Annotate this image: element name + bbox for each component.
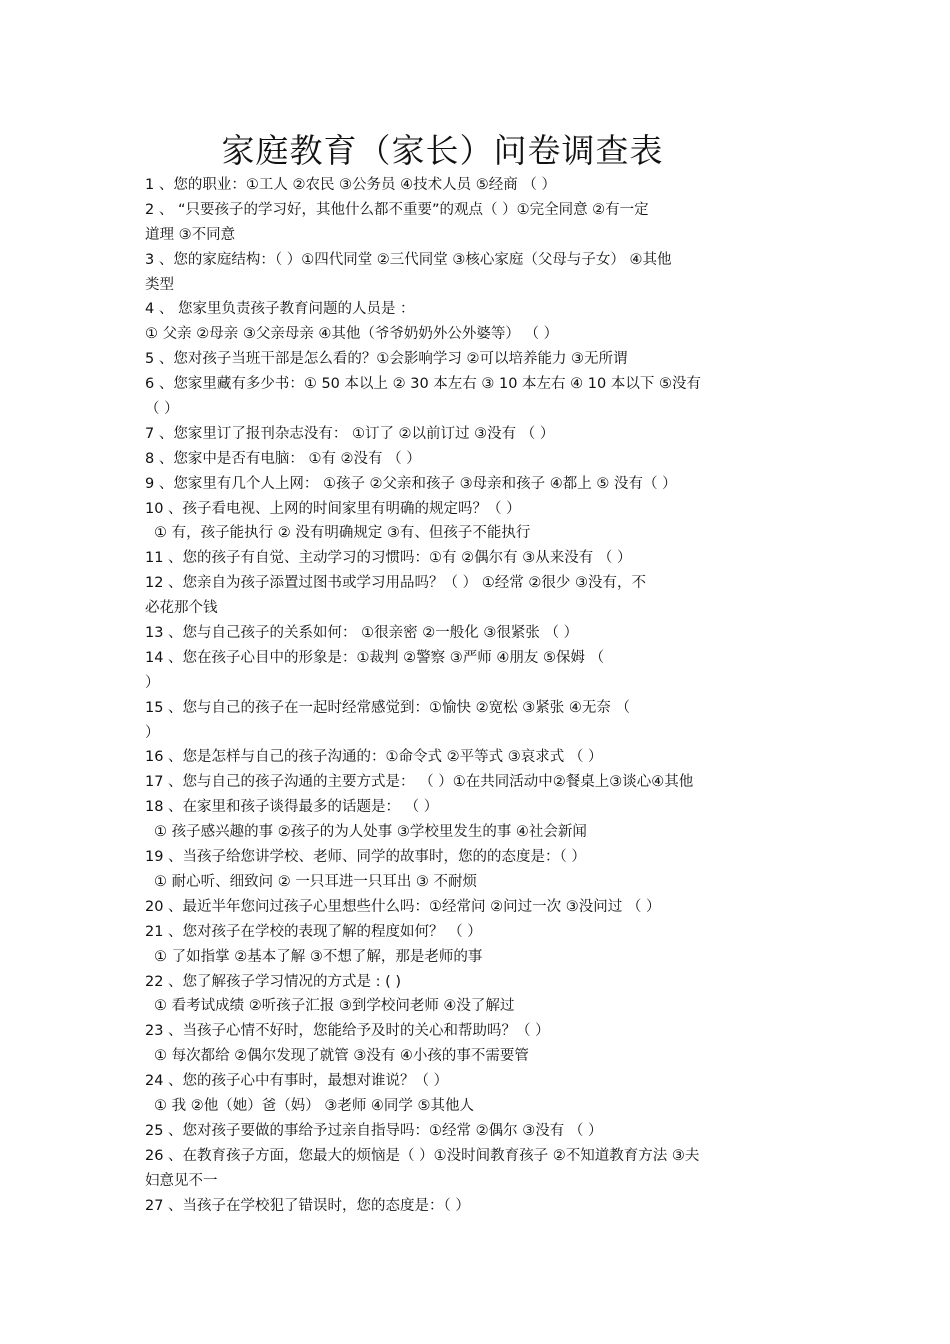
document-title: 家庭教育（家长）问卷调查表: [221, 131, 664, 170]
question-line: 3 、您的家庭结构：（ ）①四代同堂 ②三代同堂 ③核心家庭（父母与子女） ④其他: [145, 251, 672, 268]
question-line: 13 、您与自己孩子的关系如何： ①很亲密 ②一般化 ③很紧张 （ ）: [145, 625, 579, 642]
question-line: ① 父亲 ②母亲 ③父亲母亲 ④其他（爷爷奶奶外公外婆等） （ ）: [145, 326, 559, 343]
question-line: ）: [145, 674, 160, 691]
question-line: 11 、您的孩子有自觉、主动学习的习惯吗：①有 ②偶尔有 ③从来没有 （ ）: [145, 550, 632, 567]
question-line: 20 、最近半年您问过孩子心里想些什么吗：①经常问 ②问过一次 ③没问过 （ ）: [145, 898, 661, 915]
question-line: 27 、当孩子在学校犯了错误时，您的态度是：（ ）: [145, 1197, 470, 1214]
question-line: 15 、您与自己的孩子在一起时经常感觉到：①愉快 ②宽松 ③紧张 ④无奈 （: [145, 699, 630, 716]
question-line: 21 、您对孩子在学校的表现了解的程度如何？ （ ）: [145, 923, 482, 940]
answer-options-line: ① 看考试成绩 ②听孩子汇报 ③到学校问老师 ④没了解过: [154, 998, 515, 1015]
question-line: 24 、您的孩子心中有事时，最想对谁说？（ ）: [145, 1073, 449, 1090]
question-line: 25 、您对孩子要做的事给予过亲自指导吗：①经常 ②偶尔 ③没有 （ ）: [145, 1122, 603, 1139]
question-list: [145, 173, 815, 1218]
question-line: 8 、您家中是否有电脑： ①有 ②没有 （ ）: [145, 450, 421, 467]
question-line: ）: [145, 724, 160, 741]
answer-options-line: ① 有，孩子能执行 ② 没有明确规定 ③有、但孩子不能执行: [154, 525, 531, 542]
question-line: 14 、您在孩子心目中的形象是：①裁判 ②警察 ③严师 ④朋友 ⑤保姆 （: [145, 649, 605, 666]
question-line: 17 、您与自己的孩子沟通的主要方式是： （ ）①在共同活动中②餐桌上③谈心④其他: [145, 774, 694, 791]
question-line: 6 、您家里藏有多少书：① 50 本以上 ② 30 本左右 ③ 10 本左右 ④ 10 本以下 ⑤没有: [145, 376, 701, 393]
question-line: 7 、您家里订了报刊杂志没有： ①订了 ②以前订过 ③没有 （ ）: [145, 425, 555, 442]
question-line: 1 、您的职业：①工人 ②农民 ③公务员 ④技术人员 ⑤经商 （ ）: [145, 177, 556, 193]
question-line: 12 、您亲自为孩子添置过图书或学习用品吗？（ ） ①经常 ②很少 ③没有，不: [145, 575, 646, 592]
question-line: 22 、您了解孩子学习情况的方式是 : ( ): [145, 973, 402, 990]
question-line: 妇意见不一: [145, 1172, 218, 1189]
question-line: 10 、孩子看电视、上网的时间家里有明确的规定吗？（ ）: [145, 500, 521, 517]
question-line: 23 、当孩子心情不好时，您能给予及时的关心和帮助吗？（ ）: [145, 1023, 550, 1040]
question-line: 26 、在教育孩子方面，您最大的烦恼是（ ）①没时间教育孩子 ②不知道教育方法 ③夫: [145, 1147, 700, 1164]
question-line: 必花那个钱: [145, 600, 218, 617]
question-line: 道理 ③不同意: [145, 226, 236, 243]
question-line: 16 、您是怎样与自己的孩子沟通的：①命令式 ②平等式 ③哀求式 （ ）: [145, 749, 603, 766]
answer-options-line: ① 孩子感兴趣的事 ②孩子的为人处事 ③学校里发生的事 ④社会新闻: [154, 824, 587, 841]
question-line: （ ）: [145, 401, 179, 418]
question-line: 9 、您家里有几个人上网： ①孩子 ②父亲和孩子 ③母亲和孩子 ④都上 ⑤ 没有（ ）: [145, 475, 677, 492]
answer-options-line: ① 了如指掌 ②基本了解 ③不想了解，那是老师的事: [154, 948, 483, 965]
question-line: 类型: [145, 276, 174, 293]
answer-options-line: ① 耐心听、细致问 ② 一只耳进一只耳出 ③ 不耐烦: [154, 873, 478, 890]
answer-options-line: ① 我 ②他（她）爸（妈） ③老师 ④同学 ⑤其他人: [154, 1097, 475, 1114]
question-line: 5 、您对孩子当班干部是怎么看的？①会影响学习 ②可以培养能力 ③无所谓: [145, 351, 628, 368]
question-line: 2 、 “只要孩子的学习好，其他什么都不重要”的观点（ ）①完全同意 ②有一定: [145, 201, 649, 218]
question-line: 19 、当孩子给您讲学校、老师、同学的故事时，您的的态度是：（ ）: [145, 849, 586, 866]
question-line: 4 、 您家里负责孩子教育问题的人员是 ：: [145, 301, 415, 318]
answer-options-line: ① 每次都给 ②偶尔发现了就管 ③没有 ④小孩的事不需要管: [154, 1048, 529, 1065]
question-line: 18 、在家里和孩子谈得最多的话题是： （ ）: [145, 799, 439, 816]
